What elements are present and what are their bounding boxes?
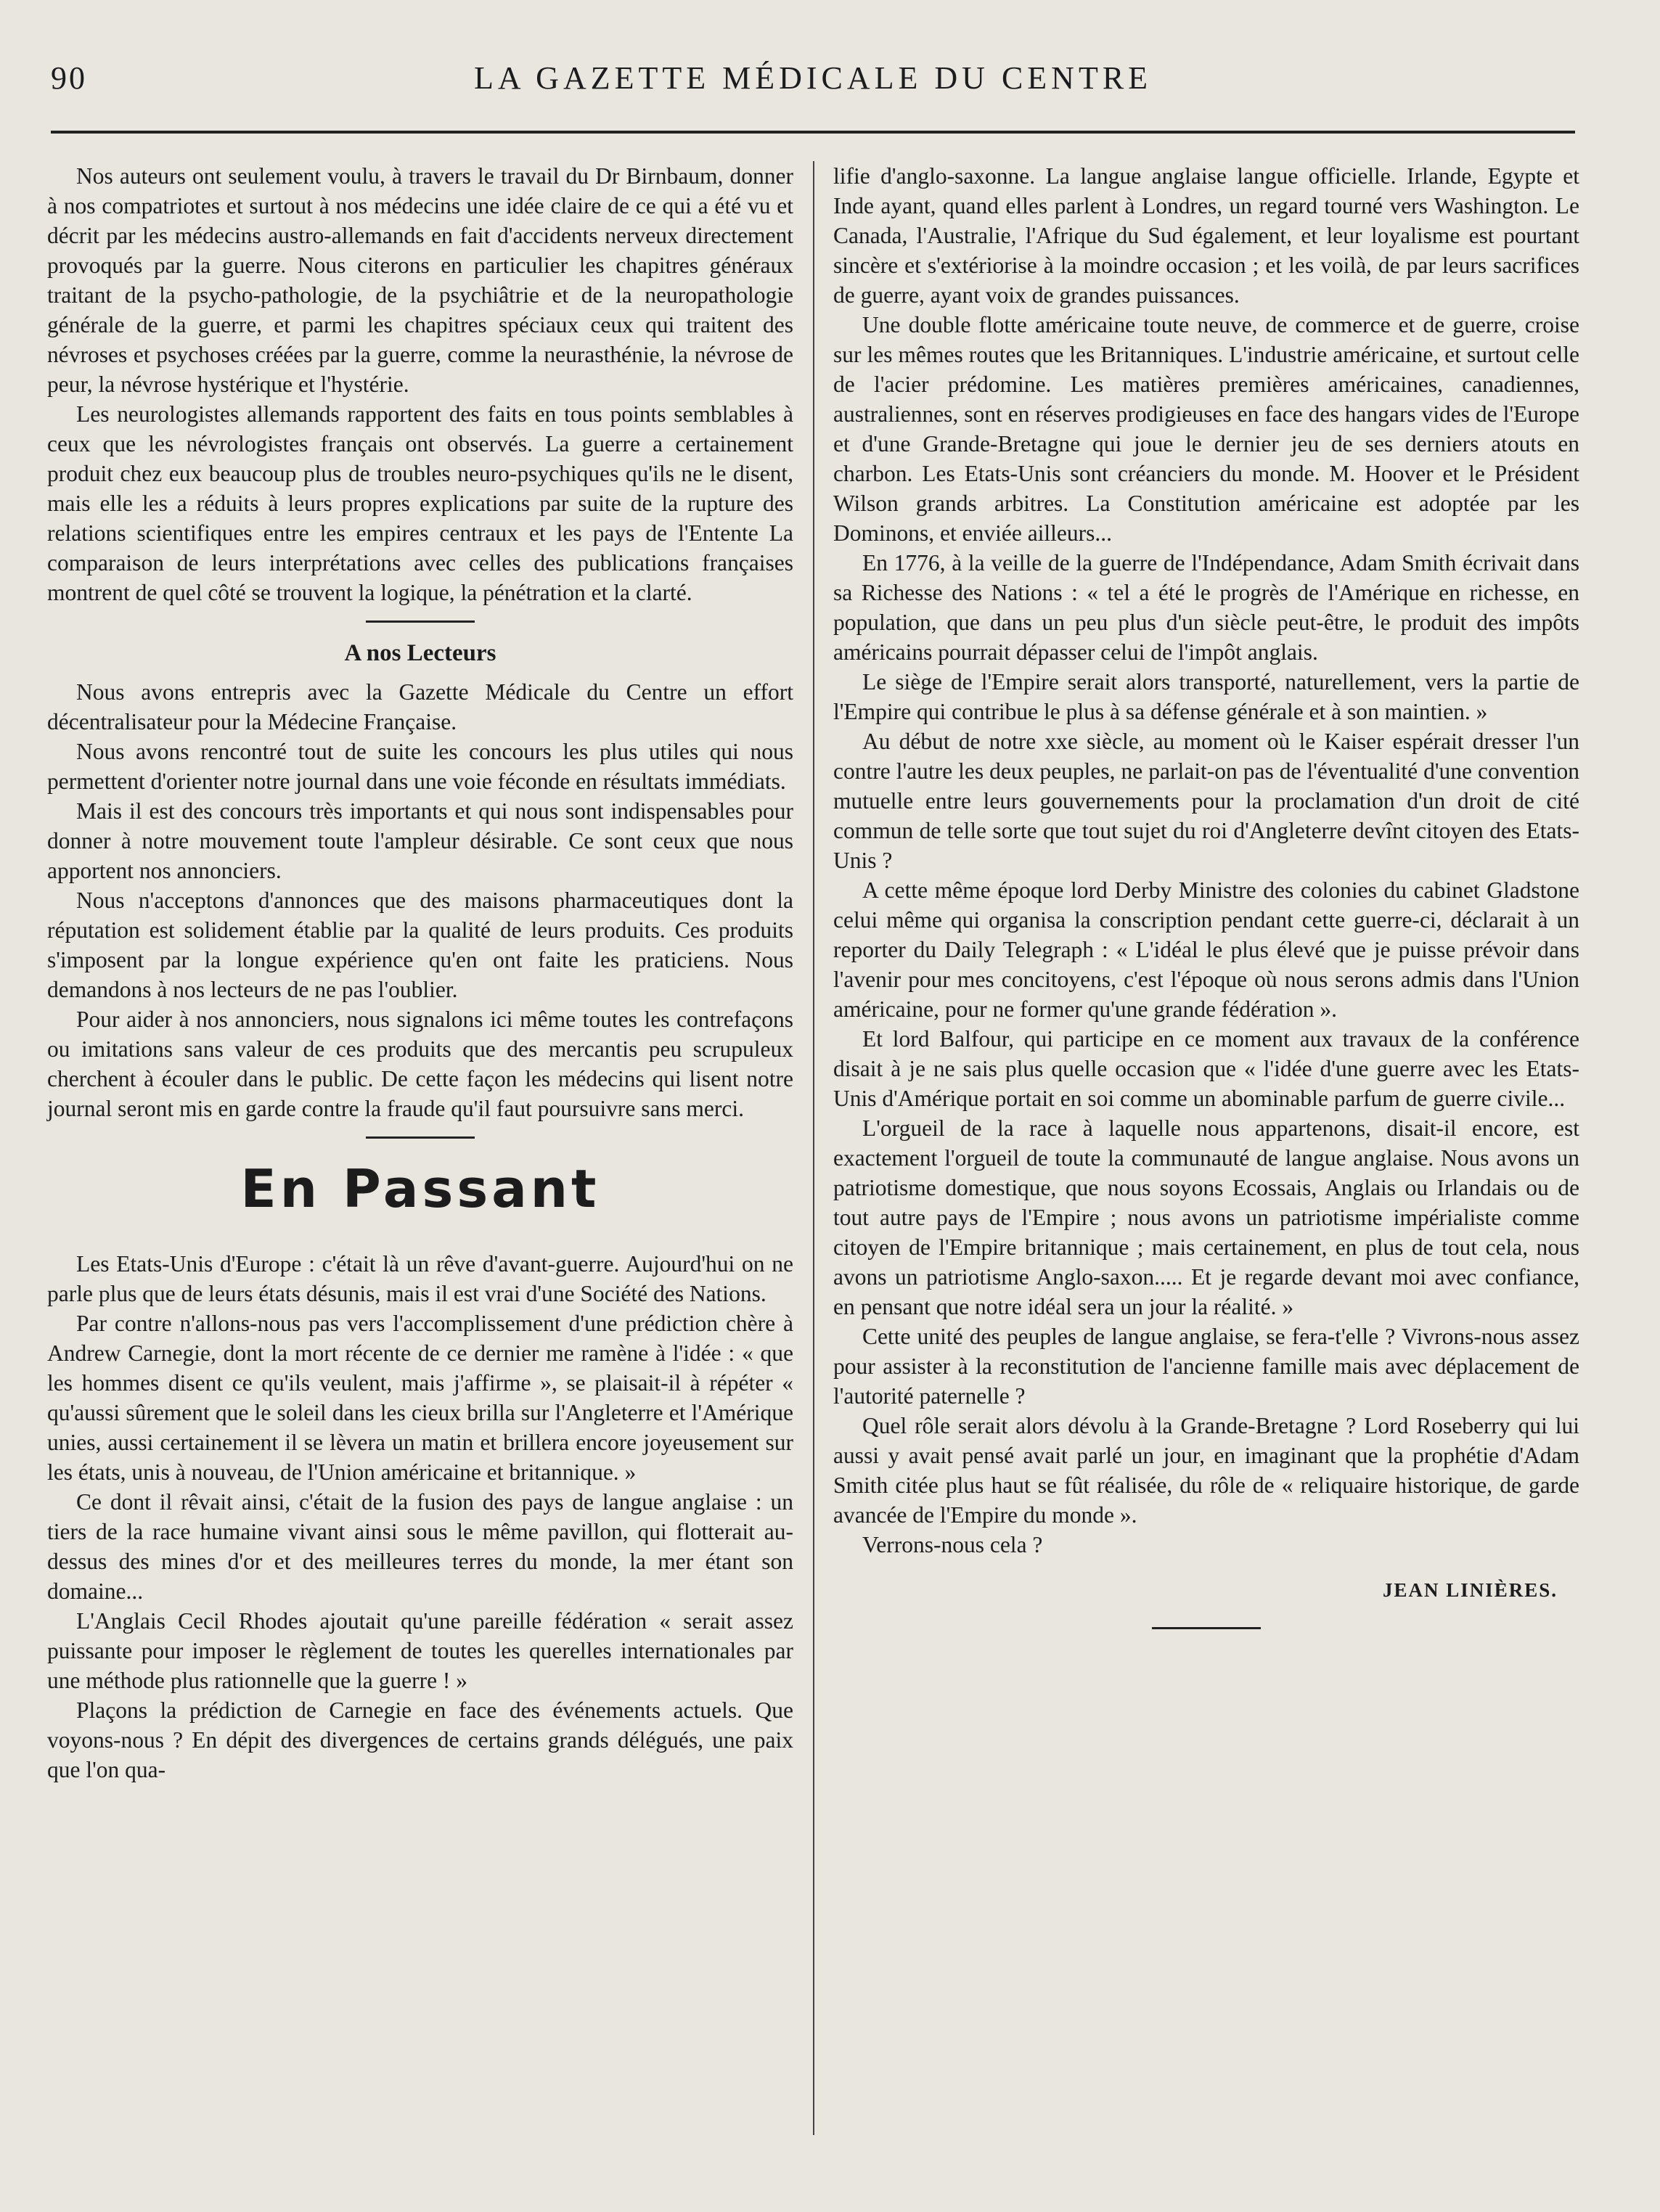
article-paragraph: En 1776, à la veille de la guerre de l'Indépendance, Adam Smith écrivait dans sa Richesse des Nations : « tel a été le progrès de l'Amérique en richesse, en population, que dans un peu plus d'un siècle peut-être, le produit des impôts américains pourrait dépasser celui de l'impôt anglais. <box>833 550 1579 665</box>
page-header <box>51 60 1575 103</box>
closing-line: Verrons-nous cela ? <box>862 1532 1043 1557</box>
lecteurs-heading: A nos Lecteurs <box>344 640 496 666</box>
lecteurs-paragraph: Nous n'acceptons d'annonces que des maisons pharmaceutiques dont la réputation est solidement établie par la qualité de leurs produits. Ces produits s'imposent par la longue expérience qu'en ont faite les praticiens. Nous demandons à nos lecteurs de ne pas l'oublier. <box>47 888 793 1002</box>
article-paragraph: Plaçons la prédiction de Carnegie en face des événements actuels. Que voyons-nous ? En dépit des divergences de certains grands délégués, une paix que l'on qua- <box>47 1697 793 1782</box>
lecteurs-paragraph: Mais il est des concours très importants et qui nous sont indispensables pour donner à notre mouvement toute l'ampleur désirable. Ce sont ceux que nous apportent nos annonciers. <box>47 798 793 883</box>
lecteurs-paragraph: Nous avons rencontré tout de suite les concours les plus utiles qui nous permettent d'orienter notre journal dans une voie féconde en résultats immédiats. <box>47 739 793 794</box>
section-separator <box>366 620 475 623</box>
journal-title: LA GAZETTE MÉDICALE DU CENTRE <box>473 60 1153 96</box>
en-passant-title: En Passant <box>240 1158 600 1219</box>
end-rule <box>1152 1627 1261 1629</box>
article-paragraph: Par contre n'allons-nous pas vers l'accomplissement d'une prédiction chère à Andrew Carnegie, dont la mort récente de ce dernier me ramène à l'idée : « que les hommes disent ce qu'ils veulent, mais j'affirme », se plaisait-il à répéter « qu'aussi sûrement que le soleil dans les cieux brilla sur l'Angleterre et l'Amérique unies, aussi certainement il se lèvera un matin et brillera encore joyeusement sur les états, unis à nouveau, de l'Union américaine et britannique. » <box>47 1311 793 1485</box>
article-paragraph: Les Etats-Unis d'Europe : c'était là un rêve d'avant-guerre. Aujourd'hui on ne parle plus que de leurs états désunis, mais il est vrai d'une Société des Nations. <box>47 1251 793 1306</box>
article-paragraph: Une double flotte américaine toute neuve, de commerce et de guerre, croise sur les mêmes routes que les Britanniques. L'industrie américaine, et surtout celle de l'acier prédomine. Les matières premières américaines, canadiennes, australiennes, sont en réserves prodigieuses en face des hangars vides de l'Europe et d'une Grande-Bretagne qui joue le dernier jeu de ses derniers atouts en charbon. Les Etats-Unis sont créanciers du monde. M. Hoover et le Président Wilson grands arbitres. La Constitution américaine est adoptée par les Dominons, et enviée ailleurs... <box>833 312 1579 546</box>
article-paragraph: Quel rôle serait alors dévolu à la Grande-Bretagne ? Lord Roseberry qui lui aussi y avait pensé avait parlé un jour, en imaginant que la prophétie d'Adam Smith citée plus haut se fût réalisée, du rôle de « reliquaire historique, de garde avancée de l'Empire du monde ». <box>833 1413 1579 1528</box>
section-separator <box>366 1136 475 1139</box>
article-paragraph: Cette unité des peuples de langue anglaise, se fera-t'elle ? Vivrons-nous assez pour assister à la reconstitution de l'ancienne famille mais avec déplacement de l'autorité paternelle ? <box>833 1324 1579 1409</box>
lecteurs-paragraph: Pour aider à nos annonciers, nous signalons ici même toutes les contrefaçons ou imitations sans valeur de ces produits que des mercantis peu scrupuleux cherchent à écouler dans le public. De cette façon les médecins qui lisent notre journal seront mis en garde contre la fraude qu'il faut poursuivre sans merci. <box>47 1007 793 1121</box>
article-paragraph: lifie d'anglo-saxonne. La langue anglaise langue officielle. Irlande, Egypte et Inde ayant, quand elles parlent à Londres, un regard tourné vers Washington. Le Canada, l'Australie, l'Afrique du Sud également, et leur loyalisme est pourtant sincère et s'extériorise à la moindre occasion ; et les voilà, de par leurs sacrifices de guerre, ayant voix de grandes puissances. <box>833 163 1579 308</box>
article-paragraph: Ce dont il rêvait ainsi, c'était de la fusion des pays de langue anglaise : un tiers de la race humaine vivant ainsi sous le même pavillon, qui flotterait au-dessus des mines d'or et des meilleures terres du monde, la mer étant son domaine... <box>47 1489 793 1604</box>
article-paragraph: Et lord Balfour, qui participe en ce moment aux travaux de la conférence disait à je ne sais plus quelle occasion que « l'idée d'une guerre avec les Etats-Unis d'Amérique portait en soi comme un abominable parfum de guerre civile... <box>833 1026 1579 1111</box>
article-paragraph: A cette même époque lord Derby Ministre des colonies du cabinet Gladstone celui même qui organisa la conscription pendant cette guerre-ci, déclarait à un reporter du Daily Telegraph : « L'idéal le plus élevé que je puisse prévoir dans l'avenir pour mes concitoyens, c'est l'époque où nous serons admis dans l'Union américaine, pour ne former qu'une grande fédération ». <box>833 877 1579 1022</box>
page-number: 90 <box>51 60 87 96</box>
article-paragraph: Le siège de l'Empire serait alors transporté, naturellement, vers la partie de l'Empire qui contribue le plus à sa défense générale et à son maintien. » <box>833 669 1579 724</box>
intro-paragraph: Les neurologistes allemands rapportent des faits en tous points semblables à ceux que les névrologistes français ont observés. La guerre a certainement produit chez eux beaucoup plus de troubles neuro-psychiques qu'ils ne le disent, mais elle les a réduits à leurs propres explications par suite de la rupture des relations scientifiques entre les empires centraux et les pays de l'Entente La comparaison de leurs interprétations avec celles des publications françaises montrent de quel côté se trouvent la logique, la pénétration et la clarté. <box>47 401 793 605</box>
article-paragraph: Au début de notre xxe siècle, au moment où le Kaiser espérait dresser l'un contre l'autre les deux peuples, ne parlait-on pas de l'éventualité d'une convention mutuelle entre leurs gouvernements pour la proclamation d'un droit de cité commun de telle sorte que tout sujet du roi d'Angleterre devînt citoyen des Etats-Unis ? <box>833 729 1579 873</box>
article-paragraph: L'Anglais Cecil Rhodes ajoutait qu'une pareille fédération « serait assez puissante pour imposer le règlement de toutes les querelles internationales par une méthode plus rationnelle que la guerre ! » <box>47 1608 793 1693</box>
author-signature: JEAN LINIÈRES. <box>1382 1579 1558 1601</box>
right-column <box>833 161 1579 1629</box>
intro-paragraph: Nos auteurs ont seulement voulu, à travers le travail du Dr Birnbaum, donner à nos compatriotes et surtout à nos médecins une idée claire de ce qui a été vu et décrit par les médecins austro-allemands en fait d'accidents nerveux directement provoqués par la guerre. Nous citerons en particulier les chapitres généraux traitant de la psycho-pathologie, de la psychiâtrie et de la neuropathologie générale de la guerre, et parmi les chapitres spéciaux ceux qui traitent des névroses et psychoses créées par la guerre, comme la neurasthénie, la névrose de peur, la névrose hystérique et l'hystérie. <box>47 163 793 397</box>
lecteurs-paragraph: Nous avons entrepris avec la Gazette Médicale du Centre un effort décentralisateur pour la Médecine Française. <box>47 679 793 734</box>
left-column <box>47 161 793 1785</box>
header-rule <box>51 131 1575 134</box>
column-divider <box>813 161 814 2135</box>
article-paragraph: L'orgueil de la race à laquelle nous appartenons, disait-il encore, est exactement l'orgueil de toute la communauté de langue anglaise. Nous avons un patriotisme domestique, que nous soyons Ecossais, Anglais ou Irlandais ou de tout autre pays de l'Empire ; nous avons un patriotisme impérialiste comme citoyen de l'Empire britannique ; mais certainement, en plus de tout cela, nous avons un patriotisme Anglo-saxon..... Et je regarde devant moi avec confiance, en pensant que notre idéal sera un jour la réalité. » <box>833 1115 1579 1319</box>
